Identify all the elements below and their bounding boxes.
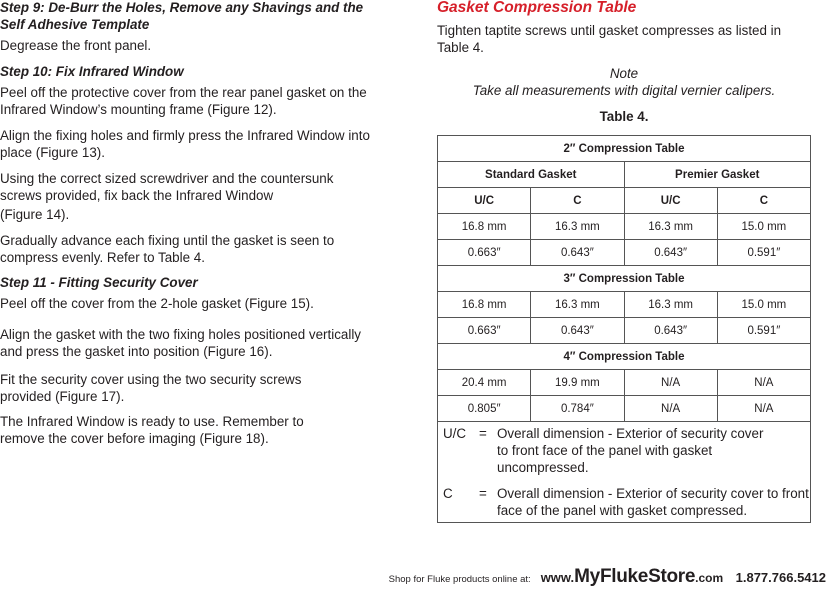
step10-paragraph-2: Align the fixing holes and firmly press the Infrared Window into place (Figure 13). bbox=[0, 128, 370, 160]
table-cell: N/A bbox=[717, 370, 810, 396]
definitions-box bbox=[437, 420, 811, 523]
definition-term-uc: U/C bbox=[443, 426, 467, 441]
table-cell: N/A bbox=[624, 396, 717, 422]
table-cell: 0.591″ bbox=[717, 318, 810, 344]
table-row bbox=[438, 318, 811, 344]
intro-paragraph: Tighten taptite screws until gasket compresses as listed in Table 4. bbox=[437, 23, 782, 55]
table-row bbox=[438, 396, 811, 422]
table-cell: 15.0 mm bbox=[717, 292, 810, 318]
table-cell: 16.8 mm bbox=[438, 292, 531, 318]
table-cell: 16.3 mm bbox=[624, 214, 717, 240]
column-header-c: C bbox=[717, 188, 810, 214]
definition-term-c: C bbox=[443, 486, 453, 501]
column-header-c: C bbox=[531, 188, 624, 214]
note-text: Take all measurements with digital vernier calipers. bbox=[472, 83, 776, 98]
footer-store-www[interactable]: www. bbox=[540, 570, 575, 585]
definition-text-c: Overall dimension - Exterior of security cover to front face of the panel with gasket compressed. bbox=[497, 486, 809, 518]
table-row bbox=[438, 266, 811, 292]
table-cell: 0.663″ bbox=[438, 240, 531, 266]
table-cell: 16.3 mm bbox=[531, 292, 624, 318]
note-label: Note bbox=[609, 66, 639, 81]
step9-paragraph: Degrease the front panel. bbox=[0, 38, 152, 53]
table-row bbox=[438, 370, 811, 396]
step10-paragraph-4: Gradually advance each fixing until the gasket is seen to compress evenly. Refer to Table 4. bbox=[0, 233, 335, 265]
definition-equals: = bbox=[479, 486, 487, 501]
table-row bbox=[438, 240, 811, 266]
table-title-3in: 3″ Compression Table bbox=[438, 266, 811, 292]
column-header-uc: U/C bbox=[438, 188, 531, 214]
step9-title: Step 9: De-Burr the Holes, Remove any Shavings and the Self Adhesive Template bbox=[0, 0, 364, 32]
table-cell: 0.784″ bbox=[531, 396, 624, 422]
table-row bbox=[438, 188, 811, 214]
table-cell: 15.0 mm bbox=[717, 214, 810, 240]
table-cell: 0.643″ bbox=[624, 318, 717, 344]
table-row bbox=[438, 292, 811, 318]
table-cell: 0.591″ bbox=[717, 240, 810, 266]
table-title-2in: 2″ Compression Table bbox=[438, 136, 811, 162]
footer bbox=[389, 566, 826, 588]
step10-title: Step 10: Fix Infrared Window bbox=[0, 64, 184, 79]
table-cell: 16.3 mm bbox=[531, 214, 624, 240]
step11-paragraph-3: Fit the security cover using the two security screws provided (Figure 17). bbox=[0, 372, 302, 404]
table-cell: 20.4 mm bbox=[438, 370, 531, 396]
compression-table bbox=[437, 135, 811, 422]
footer-store-com[interactable]: .com bbox=[695, 571, 724, 585]
table-cell: 16.8 mm bbox=[438, 214, 531, 240]
premier-gasket-header: Premier Gasket bbox=[624, 162, 811, 188]
step10-paragraph-3: Using the correct sized screwdriver and the countersunk screws provided, fix back the Infrared Window bbox=[0, 171, 334, 203]
definition-equals: = bbox=[479, 426, 487, 441]
table-row bbox=[438, 344, 811, 370]
table-cell: 16.3 mm bbox=[624, 292, 717, 318]
table-row bbox=[438, 162, 811, 188]
table-row bbox=[438, 214, 811, 240]
step11-paragraph-1: Peel off the cover from the 2-hole gasket (Figure 15). bbox=[0, 296, 314, 311]
step11-paragraph-4: The Infrared Window is ready to use. Remember to remove the cover before imaging (Figure 18). bbox=[0, 414, 304, 446]
standard-gasket-header: Standard Gasket bbox=[438, 162, 625, 188]
step10-paragraph-1: Peel off the protective cover from the rear panel gasket on the Infrared Window’s mounting frame (Figure 12). bbox=[0, 85, 367, 117]
table-cell: N/A bbox=[624, 370, 717, 396]
step10-paragraph-3-figref: (Figure 14). bbox=[0, 207, 70, 222]
section-title: Gasket Compression Table bbox=[437, 0, 637, 16]
step11-paragraph-2: Align the gasket with the two fixing holes positioned vertically and press the gasket into position (Figure 16). bbox=[0, 327, 361, 359]
column-header-uc: U/C bbox=[624, 188, 717, 214]
table-cell: 19.9 mm bbox=[531, 370, 624, 396]
table-row bbox=[438, 136, 811, 162]
footer-phone: 1.877.766.5412 bbox=[735, 570, 826, 585]
footer-shop-text: Shop for Fluke products online at: bbox=[388, 574, 531, 585]
table-cell: 0.805″ bbox=[438, 396, 531, 422]
table-cell: 0.643″ bbox=[624, 240, 717, 266]
table-title-4in: 4″ Compression Table bbox=[438, 344, 811, 370]
step11-title: Step 11 - Fitting Security Cover bbox=[0, 275, 198, 290]
footer-store-link[interactable]: MyFlukeStore bbox=[574, 566, 696, 587]
table-cell: 0.663″ bbox=[438, 318, 531, 344]
table-cell: 0.643″ bbox=[531, 240, 624, 266]
table-caption: Table 4. bbox=[599, 109, 649, 124]
table-cell: N/A bbox=[717, 396, 810, 422]
table-cell: 0.643″ bbox=[531, 318, 624, 344]
definition-text-uc: Overall dimension - Exterior of security cover to front face of the panel with gasket uncompressed. bbox=[497, 426, 764, 475]
